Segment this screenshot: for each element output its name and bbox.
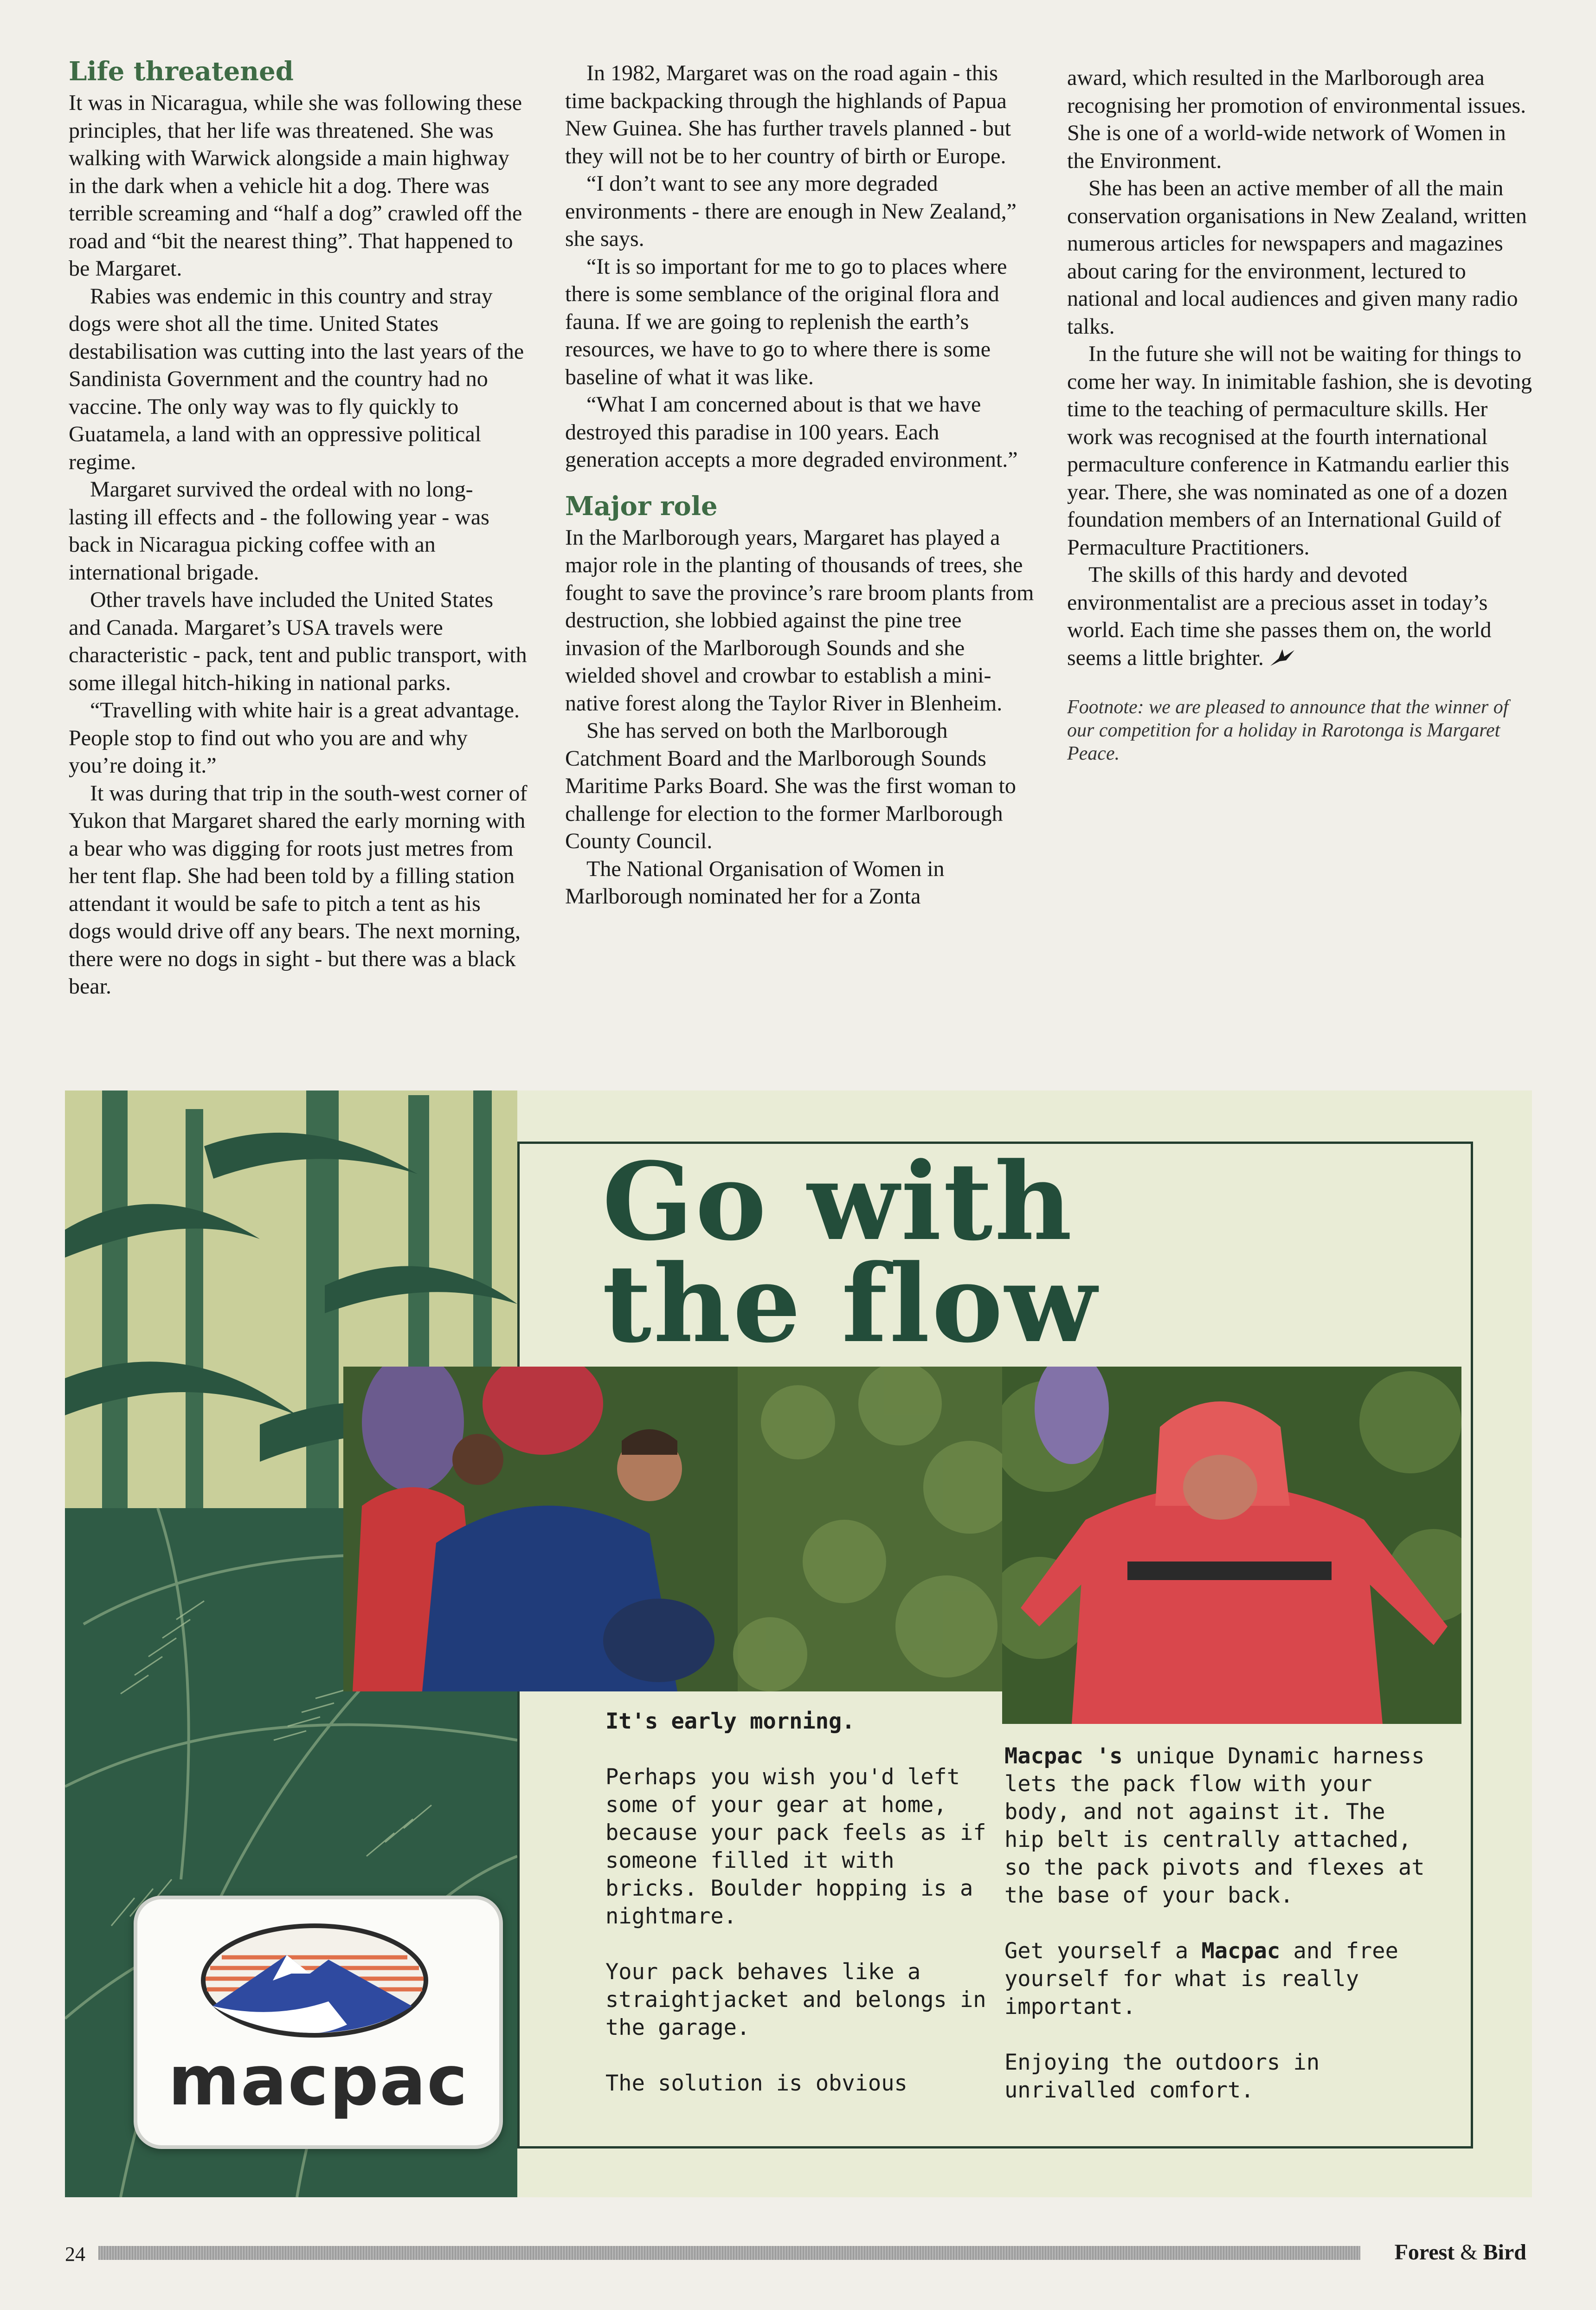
ad-text: unique Dynamic harness lets the pack flow with your body, and not against it. The hip belt is centrally attached, so the pack pivots and flexes at the base of your back. [1004,1743,1425,1908]
ad-paragraph [1004,1937,1431,2021]
ad-lead: It's early morning. [605,1709,855,1734]
brand-ampersand: & [1460,2240,1478,2265]
headline-line-1: Go with [602,1139,1074,1265]
paragraph: “Travelling with white hair is a great advantage. People stop to find out who you are and why you’re doing it.” [69,698,520,778]
closing-sentence: The skills of this hardy and devoted environmentalist are a precious asset in today’s world. Each time she passes them on, the world seems a little brighter. [1067,562,1492,670]
paragraph: In the Marlborough years, Margaret has played a major role in the planting of thousands of trees, she fought to save the province’s rare broom plants from destruction, she lobbied against the pine tree invasion of the Marlborough Sounds and she wielded shovel and crowbar to establish a mini-native forest along the Taylor River in Blenheim. [565,525,1034,716]
red-jacket-hiker-photo [1002,1367,1461,1724]
brand-bird: Bird [1483,2240,1526,2265]
paragraph: Margaret survived the ordeal with no long-lasting ill effects and - the following year - was back in Nicaragua picking coffee with an international brigade. [69,477,489,585]
hikers-photo [343,1367,1011,1691]
section-heading-life-threatened: Life threatened [69,56,294,87]
brand-forest: Forest [1394,2240,1455,2265]
paragraph: Other travels have included the United States and Canada. Margaret’s USA travels were characteristic - pack, tent and public transport, with some illegal hitch-hiking in national parks. [69,587,527,695]
paragraph: It was in Nicaragua, while she was following these principles, that her life was threatened. She was walking with Warwick alongside a main highway in the dark when a vehicle hit a dog. There was terrible screaming and “half a dog” crawled off the road and “bit the nearest thing”. That happened to be Margaret. [69,90,522,281]
footnote: Footnote: we are pleased to announce that the winner of our competition for a holiday in Rarotonga is Margaret Peace. [1067,697,1509,764]
article-column-1 [69,55,528,1000]
ad-paragraph: Your pack behaves like a straightjacket and belongs in the garage. [605,1959,986,2040]
macpac-logo-text: macpac [168,2041,469,2121]
paragraph: “I don’t want to see any more degraded environments - there are enough in New Zealand,” she says. [565,171,1017,251]
article-column-2 [565,59,1038,910]
brand-name: Macpac [1201,1938,1281,1964]
ad-paragraph: Perhaps you wish you'd left some of your gear at home, because your pack feels as if someone filled it with bricks. Boulder hopping is a nightmare. [605,1764,986,1929]
macpac-logo-badge [134,1896,503,2149]
paragraph: It was during that trip in the south-west corner of Yukon that Margaret shared the early morning with a bear who was digging for roots just metres from her tent flap. She had been told by a filling station attendant it would be safe to pitch a tent as his dogs would drive off any bears. The next morning, there were no dogs in sight - but there was a black bear. [69,781,528,999]
macpac-advertisement [65,1090,1532,2197]
section-heading-major-role: Major role [565,490,718,522]
magazine-brand [1395,2239,1526,2265]
ad-paragraph [1004,1742,1431,1910]
bird-icon [1268,645,1296,669]
paragraph: She has served on both the Marlborough Catchment Board and the Marlborough Sounds Maritime Parks Board. She was the first woman to challenge for election to the former Marlborough County Council. [565,718,1016,853]
ad-text: Get yourself a [1004,1938,1202,1964]
ad-right-copy [1004,1742,1431,2132]
ad-paragraph: Enjoying the outdoors in unrivalled comfort. [1004,2050,1320,2103]
page-number: 24 [65,2243,85,2265]
ad-text: and free yourself for what is really important. [1004,1938,1398,2020]
footer-rule [98,2246,1360,2260]
mountain-logo-icon [134,1913,496,2052]
ad-left-copy [605,1708,991,2125]
paragraph: The National Organisation of Women in Marlborough nominated her for a Zonta [565,856,945,909]
paragraph: She has been an active member of all the main conservation organisations in New Zealand, written numerous articles for newspapers and magazines about caring for the environment, lectured to national and local audiences and given many radio talks. [1067,176,1527,339]
paragraph: In the future she will not be waiting for things to come her way. In inimitable fashion, she is devoting time to the teaching of permaculture skills. Her work was recognised at the fourth international permaculture conference in Katmandu earlier this year. There, she was nominated as one of a dozen foundation members of an International Guild of Permaculture Practitioners. [1067,342,1532,560]
paragraph: “What I am concerned about is that we have destroyed this paradise in 100 years. Each generation accepts a more degraded environment.” [565,392,1018,472]
paragraph: “It is so important for me to go to places where there is some semblance of the original flora and fauna. If we are going to replenish the earth’s resources, we have to go to where there is some baseline of what it was like. [565,254,1007,389]
ad-paragraph: The solution is obvious [605,2071,907,2096]
paragraph: Rabies was endemic in this country and stray dogs were shot all the time. United States destabilisation was cutting into the last years of the Sandinista Government and the country had no vaccine. The only way was to fly quickly to Guatamela, a land with an oppressive political regime. [69,284,524,474]
headline-line-2: the flow [602,1241,1099,1367]
paragraph [1067,561,1533,671]
paragraph: In 1982, Margaret was on the road again - this time backpacking through the highlands of Papua New Guinea. She has further travels planned - but they will not be to her country of birth or Europe. [565,61,1011,168]
brand-name: Macpac 's [1004,1743,1123,1769]
ad-headline [602,1139,1099,1367]
article-column-3 [1067,64,1533,765]
paragraph: award, which resulted in the Marlborough area recognising her promotion of environmental issues. She is one of a world-wide network of Women in the Environment. [1067,65,1526,173]
